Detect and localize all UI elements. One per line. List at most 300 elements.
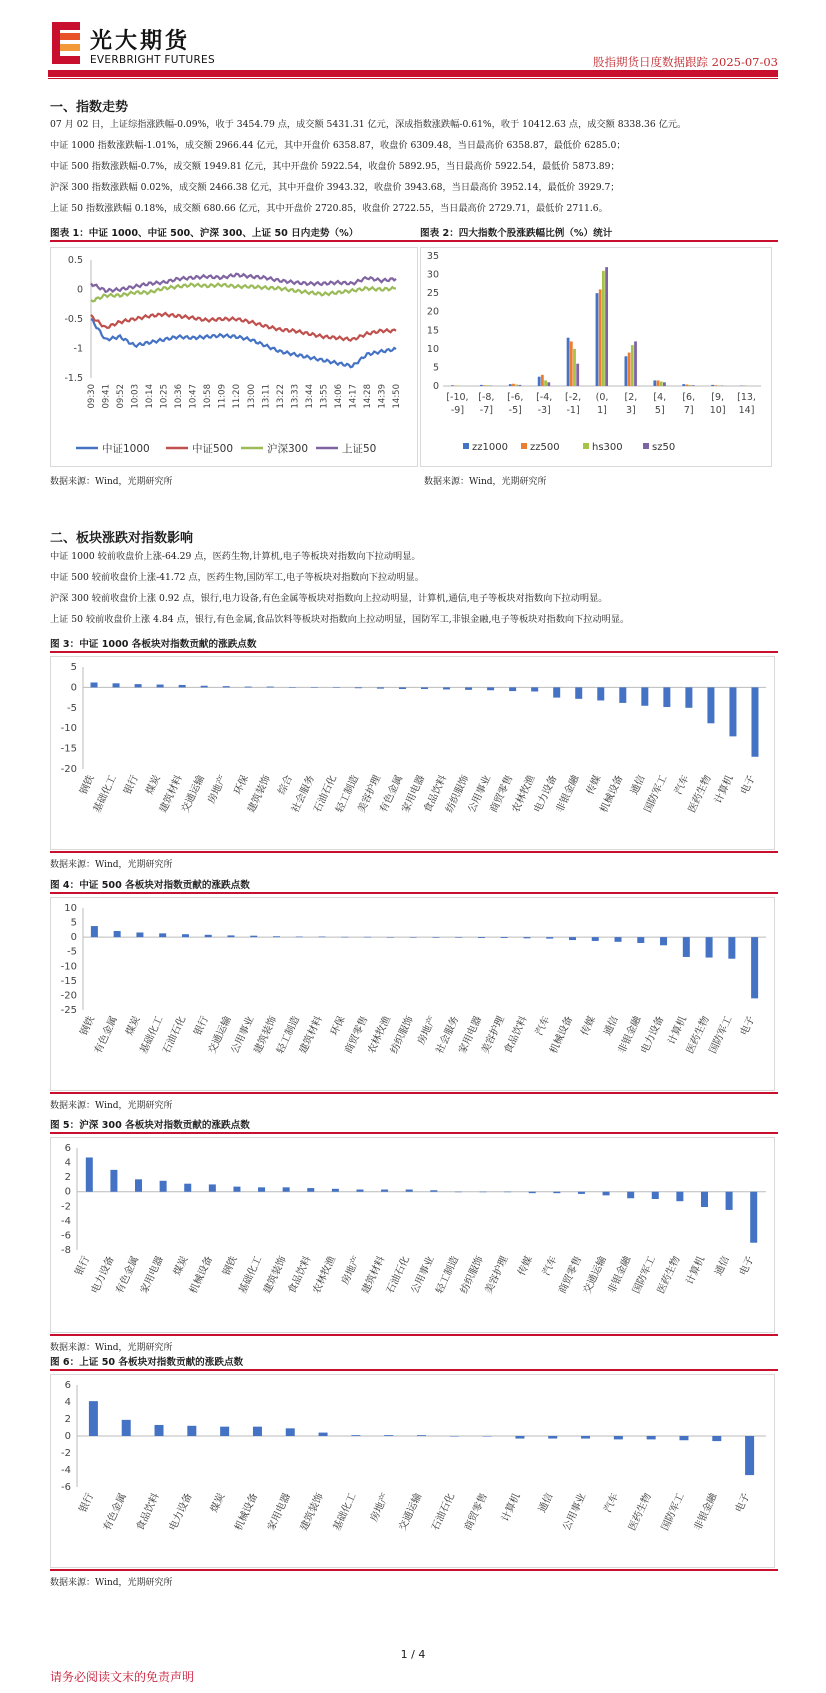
- x-tick-label: 环保: [232, 773, 251, 797]
- bar-交通运输: [201, 686, 208, 688]
- y-tick-label: -6: [61, 1230, 71, 1242]
- x-tick-label: 13:11: [261, 384, 272, 409]
- bar-钢铁: [233, 1187, 240, 1192]
- bar-汽车: [546, 937, 553, 938]
- bar-食品饮料: [155, 1425, 164, 1436]
- x-tick-label: 煤炭: [172, 1254, 191, 1278]
- logo-stripe-5: [52, 56, 80, 64]
- bar-基础化工: [258, 1187, 265, 1191]
- bar-非银金融: [712, 1436, 721, 1441]
- bar-hs300: [631, 345, 634, 386]
- section1-line-3: 中证 500 指数涨跌幅-0.7%，成交额 1949.81 亿元，其中开盘价 5922.54，收盘价 5892.95，当日最高价 5922.54，最低价 5873.89；: [50, 161, 620, 172]
- bar-医药生物: [647, 1436, 656, 1439]
- x-tick-label: 医药生物: [686, 773, 714, 815]
- bar-建筑材料: [179, 685, 186, 687]
- x-tick-label: 有色金属: [378, 773, 406, 815]
- logo-stripe-4: [60, 44, 80, 51]
- x-tick-label: 石油石化: [312, 773, 340, 815]
- logo-cn-text: 光大期货: [90, 29, 191, 54]
- bar-有色金属: [399, 687, 406, 689]
- x-tick-label: 社会服务: [434, 1014, 462, 1056]
- bar-通信: [641, 687, 648, 705]
- bar-计算机: [729, 687, 736, 736]
- distribution-bar-chart: [421, 248, 773, 468]
- x-tick-label: 房地产: [415, 1014, 439, 1047]
- x-tick-label: 09:41: [101, 384, 112, 409]
- legend-label: 中证1000: [102, 443, 150, 455]
- x-tick-label: -9]: [450, 405, 465, 416]
- x-tick-label: [6,: [682, 392, 696, 403]
- y-tick-label: 5: [432, 362, 439, 374]
- x-tick-label: 10:58: [203, 384, 214, 409]
- header-divider-thin: [48, 78, 778, 79]
- bar-国防军工: [663, 687, 670, 707]
- x-tick-label: 石油石化: [430, 1491, 458, 1533]
- x-tick-label: 煤炭: [124, 1014, 143, 1038]
- bar-建筑装饰: [319, 1433, 328, 1436]
- x-tick-label: 电力设备: [532, 773, 560, 815]
- x-tick-label: 09:30: [87, 384, 97, 409]
- x-tick-label: 机械设备: [598, 773, 626, 815]
- everbright-logo-icon: [52, 22, 80, 64]
- bar-环保: [245, 687, 252, 688]
- x-tick-label: 7]: [683, 405, 694, 416]
- x-tick-label: 房地产: [368, 1491, 392, 1524]
- x-tick-label: 煤炭: [144, 773, 163, 797]
- bar-通信: [726, 1192, 733, 1210]
- y-tick-label: -25: [60, 1005, 77, 1016]
- x-tick-label: 汽车: [673, 773, 692, 797]
- bar-钢铁: [91, 926, 98, 937]
- x-tick-label: 计算机: [499, 1491, 523, 1524]
- x-tick-label: 14:39: [377, 384, 388, 409]
- bar-美容护理: [504, 1192, 511, 1193]
- bar-非银金融: [637, 937, 644, 943]
- bar-食品饮料: [443, 687, 450, 689]
- fig3-title: 图 3：中证 1000 各板块对指数贡献的涨跌点数: [50, 639, 257, 650]
- y-tick-label: -6: [61, 1482, 71, 1493]
- x-tick-label: 建筑材料: [360, 1254, 388, 1296]
- x-tick-label: 国防军工: [659, 1491, 687, 1533]
- fig6-chart: [50, 1374, 775, 1568]
- bar-银行: [89, 1401, 98, 1436]
- bar-钢铁: [91, 683, 98, 688]
- x-tick-label: 纺织服饰: [388, 1014, 416, 1056]
- x-tick-label: 传媒: [585, 773, 604, 797]
- bar-银行: [86, 1157, 93, 1191]
- x-tick-label: -5]: [508, 405, 522, 416]
- x-tick-label: 公用事业: [561, 1491, 589, 1533]
- x-tick-label: 商贸零售: [557, 1254, 585, 1296]
- x-tick-label: 公用事业: [229, 1014, 257, 1056]
- x-tick-label: 非银金融: [606, 1254, 634, 1296]
- x-tick-label: 农林牧渔: [366, 1014, 394, 1056]
- x-tick-label: -1]: [566, 405, 580, 416]
- bar-hs300: [602, 271, 605, 386]
- bar-zz500: [599, 289, 602, 386]
- x-tick-label: -7]: [479, 405, 493, 416]
- x-tick-label: [2,: [624, 392, 638, 403]
- x-tick-label: 计算机: [713, 773, 736, 806]
- bar-zz500: [657, 380, 660, 386]
- x-tick-label: 轻工制造: [434, 1254, 462, 1296]
- x-tick-label: 14:50: [392, 384, 402, 409]
- x-tick-label: 通信: [629, 773, 648, 797]
- bar-农林牧渔: [387, 937, 394, 938]
- bar-家用电器: [286, 1428, 295, 1436]
- bar-zz500: [570, 341, 573, 386]
- x-tick-label: 食品饮料: [286, 1254, 314, 1296]
- fig5-rule: [50, 1132, 778, 1134]
- sse50-sector-bar-chart: [51, 1375, 776, 1569]
- bar-纺织服饰: [410, 937, 417, 938]
- bar-有色金属: [114, 931, 121, 937]
- x-tick-label: [4,: [653, 392, 667, 403]
- bar-轻工制造: [355, 687, 362, 688]
- x-tick-label: 通信: [602, 1014, 621, 1038]
- x-tick-label: 美容护理: [356, 773, 384, 815]
- x-tick-label: 电力设备: [89, 1254, 117, 1296]
- bar-医药生物: [676, 1192, 683, 1201]
- x-tick-label: 建筑材料: [157, 773, 185, 815]
- bar-食品饮料: [523, 937, 530, 938]
- x-tick-label: 钢铁: [221, 1254, 240, 1278]
- x-tick-label: 电子: [733, 1491, 753, 1515]
- x-tick-label: 计算机: [684, 1254, 708, 1287]
- x-tick-label: 汽车: [602, 1491, 622, 1515]
- x-tick-label: [13,: [737, 392, 756, 403]
- bar-zz500: [714, 385, 717, 386]
- bar-社会服务: [311, 687, 318, 688]
- bar-汽车: [614, 1436, 623, 1439]
- bar-电力设备: [553, 687, 560, 697]
- fig5-chart: [50, 1137, 775, 1333]
- fig2-chart: [420, 247, 772, 467]
- bar-sz50: [547, 382, 550, 386]
- fig12-rule: [50, 240, 778, 242]
- legend-label: sz50: [652, 442, 676, 453]
- legend-label: 沪深300: [267, 443, 309, 455]
- bar-基础化工: [159, 933, 166, 937]
- bar-hs300: [689, 385, 692, 386]
- x-tick-label: 1]: [597, 405, 607, 416]
- x-tick-label: 14:17: [348, 384, 359, 409]
- x-tick-label: 机械设备: [548, 1014, 576, 1056]
- x-tick-label: 有色金属: [114, 1254, 142, 1296]
- bar-hs300: [544, 380, 547, 386]
- y-tick-label: -1: [73, 343, 83, 355]
- bar-计算机: [701, 1192, 708, 1207]
- bar-交通运输: [227, 935, 234, 937]
- fig4-rule: [50, 892, 778, 894]
- x-tick-label: 建筑装饰: [262, 1254, 289, 1296]
- intraday-line-chart: [51, 248, 419, 468]
- x-tick-label: 传媒: [579, 1014, 598, 1038]
- fig4-bottom-rule: [50, 1092, 778, 1094]
- bar-农林牧渔: [332, 1189, 339, 1192]
- bar-公用事业: [581, 1436, 590, 1439]
- x-tick-label: 机械设备: [233, 1491, 261, 1533]
- bar-sz50: [605, 267, 608, 386]
- y-tick-label: -5: [67, 946, 77, 958]
- bar-sz50: [634, 341, 637, 386]
- x-tick-label: 煤炭: [208, 1491, 228, 1515]
- x-tick-label: 交通运输: [397, 1491, 425, 1533]
- section2-line-2: 中证 500 较前收盘价上涨-41.72 点，医药生物,国防军工,电子等板块对指数向下拉动明显。: [50, 572, 424, 583]
- y-tick-label: 25: [426, 288, 439, 300]
- x-tick-label: 汽车: [534, 1014, 553, 1038]
- x-tick-label: 钢铁: [78, 773, 97, 797]
- x-tick-label: 13:22: [275, 384, 286, 409]
- bar-有色金属: [135, 1179, 142, 1191]
- x-tick-label: 食品饮料: [422, 773, 450, 815]
- bar-医药生物: [706, 937, 713, 957]
- x-tick-label: 农林牧渔: [510, 773, 538, 815]
- bar-sz50: [576, 364, 579, 386]
- x-tick-label: 农林牧渔: [311, 1254, 339, 1296]
- fig6-rule: [50, 1369, 778, 1371]
- y-tick-label: 20: [426, 306, 439, 318]
- x-tick-label: 医药生物: [655, 1254, 683, 1296]
- x-tick-label: 11:09: [217, 384, 228, 409]
- section1-line-5: 上证 50 指数涨跌幅 0.18%，成交额 680.66 亿元，其中开盘价 2720.85，收盘价 2722.55，当日最高价 2729.71，最低价 2711.6。: [50, 203, 608, 214]
- x-tick-label: 10:14: [145, 384, 156, 409]
- x-tick-label: 交通运输: [180, 773, 207, 815]
- y-tick-label: 35: [426, 251, 439, 262]
- bar-商贸零售: [578, 1192, 585, 1194]
- y-tick-label: 10: [64, 903, 77, 914]
- bar-煤炭: [184, 1184, 191, 1192]
- bar-家用电器: [478, 937, 485, 938]
- fig1-source: 数据来源：Wind，光期研究所: [50, 477, 173, 487]
- x-tick-label: 房地产: [340, 1254, 363, 1287]
- bar-zz1000: [625, 356, 628, 386]
- fig4-title: 图 4：中证 500 各板块对指数贡献的涨跌点数: [50, 880, 250, 891]
- bar-公用事业: [487, 687, 494, 690]
- y-tick-label: -20: [60, 990, 77, 1002]
- bar-电子: [751, 687, 758, 756]
- x-tick-label: 10:47: [188, 384, 199, 409]
- bar-国防军工: [728, 937, 735, 959]
- x-tick-label: 有色金属: [92, 1014, 120, 1056]
- y-tick-label: 2: [64, 1414, 71, 1425]
- bar-通信: [548, 1436, 557, 1439]
- x-tick-label: 基础化工: [237, 1254, 265, 1296]
- section2-line-4: 上证 50 较前收盘价上涨 4.84 点，银行,有色金属,食品饮料等板块对指数向上拉动明显，国防军工,非银金融,电子等板块对指数向下拉动明显。: [50, 614, 630, 625]
- x-tick-label: 银行: [122, 773, 141, 797]
- fig2-source: 数据来源：Wind，光期研究所: [424, 477, 547, 487]
- bar-纺织服饰: [465, 687, 472, 689]
- x-tick-label: 电力设备: [639, 1014, 667, 1056]
- bar-家用电器: [421, 687, 428, 689]
- fig6-title: 图 6：上证 50 各板块对指数贡献的涨跌点数: [50, 1357, 244, 1368]
- fig6-source: 数据来源：Wind，光期研究所: [50, 1578, 173, 1588]
- bar-轻工制造: [455, 1192, 462, 1193]
- x-tick-label: 社会服务: [290, 773, 318, 815]
- bar-商贸零售: [509, 687, 516, 691]
- legend-label: 上证50: [342, 443, 377, 455]
- x-tick-label: 环保: [329, 1014, 348, 1038]
- bar-机械设备: [569, 937, 576, 940]
- bar-电子: [745, 1436, 754, 1475]
- bar-传媒: [592, 937, 599, 941]
- bar-zz1000: [451, 385, 454, 386]
- bar-建筑装饰: [267, 687, 274, 688]
- y-tick-label: -10: [60, 961, 77, 973]
- x-tick-label: 家用电器: [138, 1254, 166, 1296]
- x-tick-label: (0,: [595, 392, 609, 403]
- x-tick-label: 11:20: [232, 384, 243, 409]
- bar-建筑材料: [319, 937, 326, 938]
- bar-农林牧渔: [531, 687, 538, 691]
- bar-银行: [205, 935, 212, 937]
- x-tick-label: 国防军工: [631, 1254, 658, 1296]
- bar-电子: [751, 937, 758, 998]
- bar-建筑装饰: [273, 936, 280, 937]
- bar-石油石化: [450, 1436, 459, 1437]
- bar-汽车: [553, 1192, 560, 1193]
- bar-银行: [135, 684, 142, 687]
- y-tick-label: 0: [64, 1431, 71, 1442]
- bar-基础化工: [351, 1435, 360, 1436]
- bar-美容护理: [377, 687, 384, 688]
- y-tick-label: -2: [61, 1201, 71, 1213]
- x-tick-label: 有色金属: [102, 1491, 129, 1533]
- series-line-中证1000: [91, 319, 396, 367]
- legend-swatch: [583, 443, 589, 449]
- legend-label: zz500: [530, 442, 560, 453]
- bar-zz1000: [682, 384, 685, 386]
- x-tick-label: 13:00: [246, 384, 257, 409]
- legend-swatch: [463, 443, 469, 449]
- bar-机械设备: [619, 687, 626, 703]
- y-tick-label: 6: [64, 1380, 71, 1391]
- bar-sz50: [518, 385, 521, 386]
- bar-房地产: [223, 686, 230, 687]
- bar-石油石化: [182, 934, 189, 937]
- fig6-bottom-rule: [50, 1569, 778, 1571]
- x-tick-label: 交通运输: [206, 1014, 234, 1056]
- bar-公用事业: [430, 1190, 437, 1191]
- y-tick-label: -15: [60, 743, 77, 755]
- x-tick-label: 钢铁: [78, 1014, 98, 1038]
- bar-建筑装饰: [283, 1187, 290, 1191]
- disclaimer-link[interactable]: 请务必阅读文末的免责声明: [50, 1670, 195, 1684]
- bar-交通运输: [603, 1192, 610, 1196]
- x-tick-label: 交通运输: [581, 1254, 609, 1296]
- section2-line-3: 沪深 300 较前收盘价上涨 0.92 点，银行,电力设备,有色金属等板块对指数向上拉动明显，计算机,通信,电子等板块对指数向下拉动明显。: [50, 593, 608, 604]
- x-tick-label: 医药生物: [684, 1014, 712, 1056]
- bar-房地产: [384, 1435, 393, 1436]
- bar-家用电器: [160, 1181, 167, 1192]
- x-tick-label: 石油石化: [161, 1014, 189, 1056]
- bar-hs300: [515, 385, 518, 386]
- csi1000-sector-bar-chart: [51, 657, 776, 851]
- series-line-中证500: [91, 313, 396, 341]
- y-tick-label: -4: [61, 1215, 71, 1227]
- x-tick-label: 通信: [537, 1491, 556, 1515]
- y-tick-label: -2: [61, 1448, 71, 1459]
- y-tick-label: 0: [70, 682, 77, 694]
- x-tick-label: 09:52: [116, 384, 127, 409]
- bar-zz500: [512, 384, 515, 386]
- bar-环保: [341, 937, 348, 938]
- page-number: 1 / 4: [400, 1648, 426, 1661]
- y-tick-label: -20: [60, 764, 77, 775]
- x-tick-label: 建筑装饰: [252, 1014, 280, 1056]
- y-tick-label: -15: [60, 975, 77, 987]
- bar-石油石化: [406, 1190, 413, 1192]
- x-tick-label: 10:36: [174, 384, 185, 409]
- x-tick-label: 商贸零售: [488, 773, 516, 815]
- bar-石油石化: [333, 687, 340, 688]
- bar-sz50: [663, 382, 666, 386]
- y-tick-label: 0.5: [67, 255, 83, 266]
- x-tick-label: 电子: [737, 1254, 757, 1278]
- x-tick-label: 公用事业: [466, 773, 494, 815]
- bar-煤炭: [136, 932, 143, 937]
- x-tick-label: 基础化工: [331, 1491, 359, 1533]
- x-tick-label: 石油石化: [385, 1254, 412, 1296]
- bar-zz1000: [538, 377, 541, 386]
- x-tick-label: 基础化工: [138, 1014, 166, 1056]
- bar-计算机: [515, 1436, 524, 1439]
- x-tick-label: 计算机: [666, 1014, 690, 1047]
- y-tick-label: 15: [426, 325, 439, 337]
- x-tick-label: 3]: [626, 405, 636, 416]
- x-tick-label: 非银金融: [616, 1014, 644, 1056]
- x-tick-label: 轻工制造: [334, 773, 362, 815]
- bar-zz500: [686, 385, 689, 386]
- series-line-上证50: [91, 274, 396, 292]
- x-tick-label: 13:55: [319, 384, 330, 409]
- legend-swatch: [521, 443, 527, 449]
- x-tick-label: 国防军工: [642, 773, 670, 815]
- fig2-title: 图表 2：四大指数个股涨跌幅比例（%）统计: [420, 228, 613, 239]
- logo-en-text: EVERBRIGHT FUTURES: [90, 54, 215, 66]
- x-tick-label: 家用电器: [400, 773, 428, 815]
- bar-hs300: [660, 382, 663, 386]
- bar-zz500: [483, 385, 486, 386]
- x-tick-label: 纺织服饰: [458, 1254, 486, 1296]
- fig5-source: 数据来源：Wind，光期研究所: [50, 1343, 173, 1353]
- y-tick-label: 4: [64, 1397, 71, 1408]
- logo-stripe-3: [60, 33, 80, 40]
- bar-商贸零售: [364, 937, 371, 938]
- fig3-rule: [50, 651, 778, 653]
- bar-建筑材料: [381, 1190, 388, 1192]
- bar-通信: [615, 937, 622, 942]
- y-tick-label: 0: [64, 1186, 71, 1198]
- fig4-chart: [50, 897, 775, 1091]
- section1-line-1: 07 月 02 日，上证综指涨跌幅-0.09%，收于 3454.79 点，成交额 5431.31 亿元，深成指数涨跌幅-0.61%，收于 10412.63 点，成交额 8338.36 亿元。: [50, 119, 687, 130]
- bar-机械设备: [253, 1427, 262, 1436]
- x-tick-label: 14:28: [362, 384, 373, 409]
- y-tick-label: -0.5: [64, 314, 83, 325]
- bar-基础化工: [113, 683, 120, 687]
- bar-综合: [289, 687, 296, 688]
- section1-line-4: 沪深 300 指数涨跌幅 0.02%，成交额 2466.38 亿元，其中开盘价 3943.32，收盘价 3943.68，当日最高价 3952.14，最低价 3929.7；: [50, 182, 620, 193]
- bar-电力设备: [110, 1170, 117, 1192]
- hs300-sector-bar-chart: [51, 1138, 776, 1334]
- y-tick-label: 0: [432, 381, 439, 392]
- x-tick-label: 通信: [713, 1254, 732, 1278]
- x-tick-label: 家用电器: [457, 1014, 485, 1056]
- bar-hs300: [486, 385, 489, 386]
- bar-电子: [750, 1192, 757, 1243]
- bar-汽车: [685, 687, 692, 707]
- x-tick-label: 5]: [654, 405, 665, 416]
